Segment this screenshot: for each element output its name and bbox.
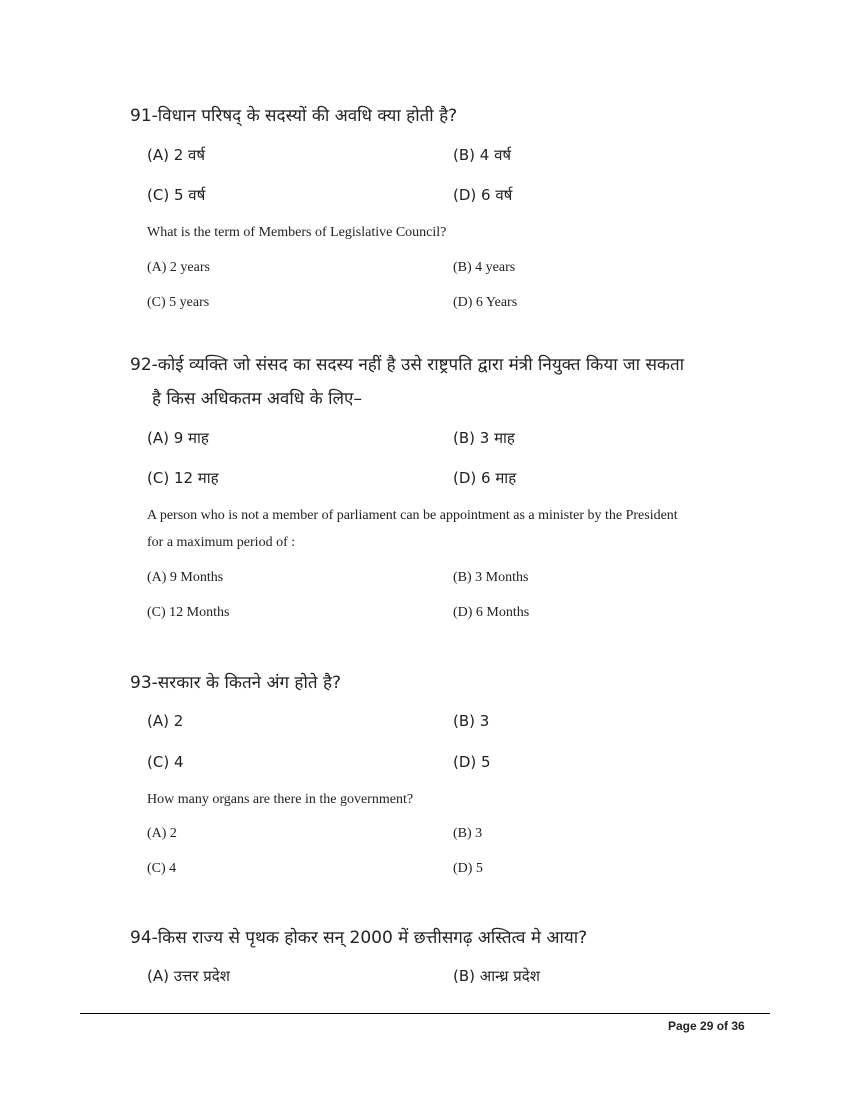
q93-en-option-d: (D) 5: [453, 861, 483, 876]
q93-en-option-c: (C) 4: [147, 861, 177, 876]
q91-hi-option-a: (A) 2 वर्ष: [147, 146, 206, 164]
q92-en-option-c: (C) 12 Months: [147, 605, 230, 620]
footer-divider: [80, 1013, 770, 1014]
question-92-hindi-line2: है किस अधिकतम अवधि के लिए–: [152, 389, 362, 409]
page-number: Page 29 of 36: [668, 1019, 745, 1033]
q94-hi-option-b: (B) आन्ध्र प्रदेश: [453, 967, 540, 985]
question-92-english-line2: for a maximum period of :: [147, 535, 296, 550]
q93-hi-option-d: (D) 5: [453, 753, 491, 771]
q91-en-option-c: (C) 5 years: [147, 295, 210, 310]
q92-hi-option-a: (A) 9 माह: [147, 429, 209, 447]
q91-hi-option-c: (C) 5 वर्ष: [147, 186, 206, 204]
q93-en-option-b: (B) 3: [453, 826, 483, 841]
q92-en-option-b: (B) 3 Months: [453, 570, 529, 585]
q92-en-option-a: (A) 9 Months: [147, 570, 224, 585]
q92-hi-option-b: (B) 3 माह: [453, 429, 515, 447]
question-91-hindi: 91-विधान परिषद् के सदस्यों की अवधि क्या होती है?: [130, 106, 458, 126]
q92-hi-option-d: (D) 6 माह: [453, 469, 517, 487]
question-92-english-line1: A person who is not a member of parliament can be appointment as a minister by the President: [147, 508, 678, 523]
question-93-english: How many organs are there in the government?: [147, 792, 414, 807]
question-92-hindi-line1: 92-कोई व्यक्ति जो संसद का सदस्य नहीं है उसे राष्ट्रपति द्वारा मंत्री नियुक्त किया जा सकता: [130, 355, 685, 375]
q92-hi-option-c: (C) 12 माह: [147, 469, 219, 487]
q91-en-option-d: (D) 6 Years: [453, 295, 518, 310]
q91-en-option-b: (B) 4 years: [453, 260, 516, 275]
q93-en-option-a: (A) 2: [147, 826, 177, 841]
q91-hi-option-d: (D) 6 वर्ष: [453, 186, 513, 204]
q91-hi-option-b: (B) 4 वर्ष: [453, 146, 512, 164]
question-91-english: What is the term of Members of Legislative Council?: [147, 225, 447, 240]
question-94-hindi: 94-किस राज्य से पृथक होकर सन् 2000 में छत्तीसगढ़ अस्तित्व मे आया?: [130, 928, 588, 948]
q93-hi-option-a: (A) 2: [147, 712, 184, 730]
q93-hi-option-b: (B) 3: [453, 712, 490, 730]
question-93-hindi: 93-सरकार के कितने अंग होते है?: [130, 673, 342, 693]
q91-en-option-a: (A) 2 years: [147, 260, 210, 275]
q94-hi-option-a: (A) उत्तर प्रदेश: [147, 967, 230, 985]
q93-hi-option-c: (C) 4: [147, 753, 184, 771]
q92-en-option-d: (D) 6 Months: [453, 605, 530, 620]
